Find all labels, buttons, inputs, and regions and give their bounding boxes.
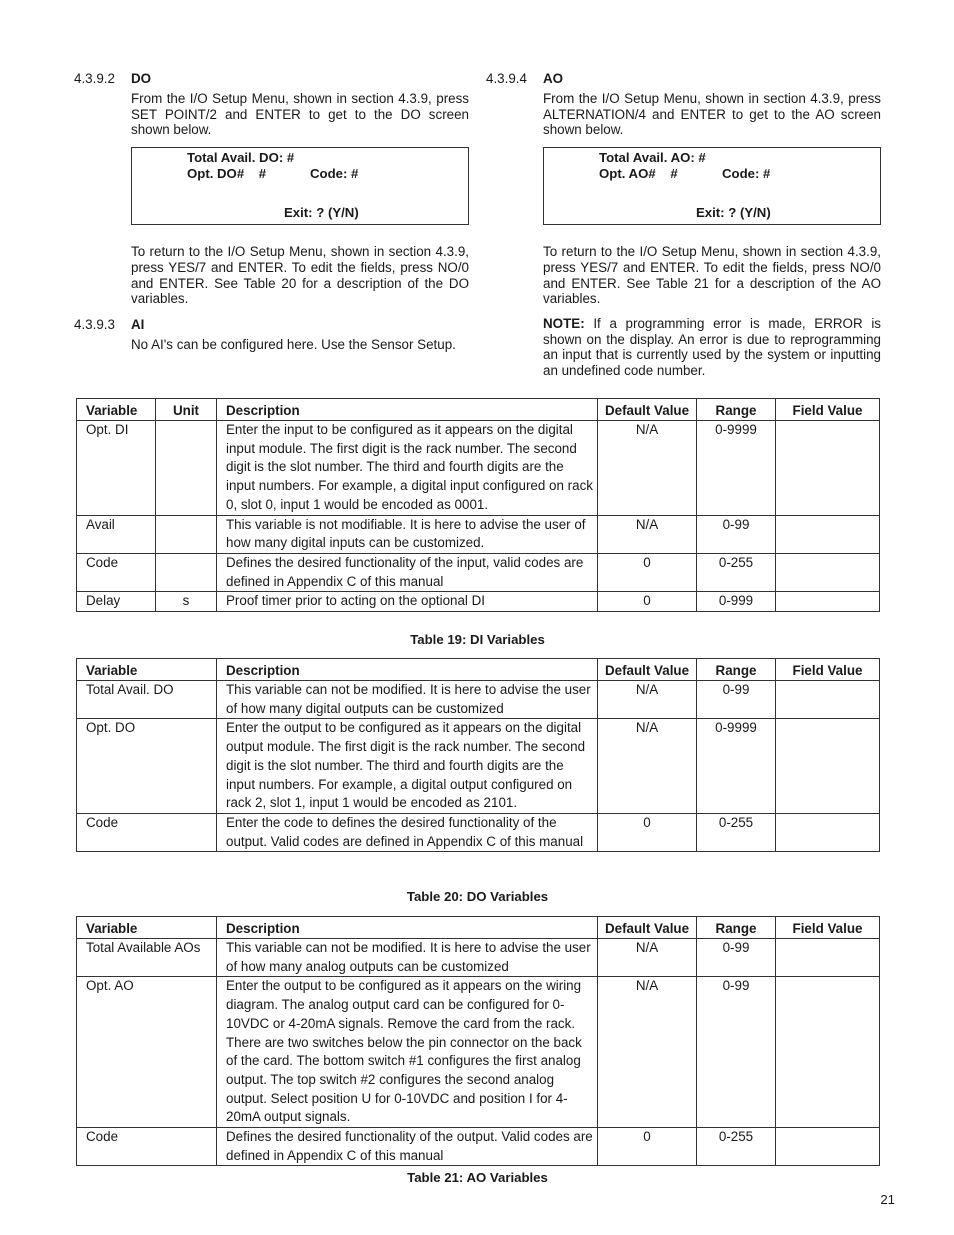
cell-description: Enter the input to be configured as it appears on the digital input module. The first digit is the rack number. The second digit is the slot number. The third and fourth digits are the input numbers. For example, a digital input configured on rack 0, slot 0, input 1 would be encoded as 0001. xyxy=(217,421,598,516)
table-row xyxy=(77,813,880,851)
header-variable: Variable xyxy=(77,659,217,681)
cell-description: Proof timer prior to acting on the optional DI xyxy=(217,592,598,612)
cell-variable: Total Avail. DO xyxy=(77,681,217,719)
do-variables-table xyxy=(76,658,880,852)
screen-line: Opt. AO# # xyxy=(599,166,678,182)
header-description: Description xyxy=(217,917,598,939)
cell-default-value: 0 xyxy=(598,1128,697,1166)
cell-description: Defines the desired functionality of the input, valid codes are defined in Appendix C of this manual xyxy=(217,553,598,591)
header-description: Description xyxy=(217,399,598,421)
cell-description: This variable is not modifiable. It is here to advise the user of how many digital inputs can be customized. xyxy=(217,515,598,553)
cell-field-value xyxy=(776,813,880,851)
cell-default-value: 0 xyxy=(598,592,697,612)
header-default-value: Default Value xyxy=(598,399,697,421)
table-row xyxy=(77,592,880,612)
cell-range: 0-255 xyxy=(697,553,776,591)
table-19-caption: Table 19: DI Variables xyxy=(410,632,545,647)
section-number: 4.3.9.2 xyxy=(74,71,115,86)
cell-variable: Code xyxy=(77,813,217,851)
cell-variable: Code xyxy=(77,1128,217,1166)
cell-range: 0-99 xyxy=(697,681,776,719)
cell-field-value xyxy=(776,1128,880,1166)
cell-description: Enter the output to be configured as it appears on the wiring diagram. The analog output card can be configured for 0-10VDC or 4-20mA signals. Remove the card from the rack. There are two switches below the pin connector on the back of the card. The bottom switch #1 configures the first analog output. The top switch #2 configures the second analog output. Select position U for 0-10VDC and position I for 4-20mA output signals. xyxy=(217,977,598,1128)
cell-variable: Code xyxy=(77,553,156,591)
section-heading-ao xyxy=(486,70,881,87)
screen-line: Total Avail. AO: # xyxy=(599,150,706,166)
cell-range: 0-9999 xyxy=(697,719,776,814)
cell-variable: Opt. DI xyxy=(77,421,156,516)
cell-unit: s xyxy=(156,592,217,612)
table-row xyxy=(77,1128,880,1166)
table-row xyxy=(77,939,880,977)
cell-variable: Total Available AOs xyxy=(77,939,217,977)
cell-variable: Delay xyxy=(77,592,156,612)
header-description: Description xyxy=(217,659,598,681)
cell-variable: Opt. DO xyxy=(77,719,217,814)
table-header-row xyxy=(77,917,880,939)
table-row xyxy=(77,719,880,814)
cell-range: 0-255 xyxy=(697,1128,776,1166)
header-default-value: Default Value xyxy=(598,917,697,939)
note-text: If a programming error is made, ERROR is shown on the display. An error is due to reprogramming an input that is currently used by the system or inputting an undefined code number. xyxy=(543,315,881,379)
table-header-row xyxy=(77,399,880,421)
header-field-value: Field Value xyxy=(776,917,880,939)
cell-unit xyxy=(156,421,217,516)
screen-line: Exit: ? (Y/N) xyxy=(284,205,359,221)
table-row xyxy=(77,977,880,1128)
table-row xyxy=(77,681,880,719)
cell-default-value: N/A xyxy=(598,421,697,516)
cell-default-value: 0 xyxy=(598,553,697,591)
cell-variable: Avail xyxy=(77,515,156,553)
cell-description: This variable can not be modified. It is here to advise the user of how many analog outputs can be customized xyxy=(217,939,598,977)
section-number: 4.3.9.3 xyxy=(74,316,115,332)
ao-screen-box xyxy=(543,147,881,225)
header-field-value: Field Value xyxy=(776,399,880,421)
table-row xyxy=(77,515,880,553)
ai-paragraph: No AI's can be configured here. Use the Sensor Setup. xyxy=(131,336,456,352)
screen-line: Opt. DO# # xyxy=(187,166,267,182)
ao-return-paragraph: To return to the I/O Setup Menu, shown in section 4.3.9, press YES/7 and ENTER. To edit the fields, press NO/0 and ENTER. See Table 21 for a description of the AO variables. xyxy=(543,244,881,307)
header-default-value: Default Value xyxy=(598,659,697,681)
do-return-paragraph: To return to the I/O Setup Menu, shown in section 4.3.9, press YES/7 and ENTER. To edit the fields, press NO/0 and ENTER. See Table 20 for a description of the DO variables. xyxy=(131,244,469,307)
cell-field-value xyxy=(776,939,880,977)
note-paragraph xyxy=(543,316,881,379)
screen-line: Total Avail. DO: # xyxy=(187,150,295,166)
table-row xyxy=(77,421,880,516)
cell-field-value xyxy=(776,977,880,1128)
header-range: Range xyxy=(697,917,776,939)
left-column xyxy=(74,70,469,362)
cell-default-value: N/A xyxy=(598,681,697,719)
do-screen-box xyxy=(131,147,469,225)
cell-default-value: N/A xyxy=(598,719,697,814)
cell-field-value xyxy=(776,515,880,553)
right-column xyxy=(486,70,881,388)
header-variable: Variable xyxy=(77,917,217,939)
table-header-row xyxy=(77,659,880,681)
section-heading-do xyxy=(74,70,469,87)
cell-field-value xyxy=(776,681,880,719)
cell-range: 0-99 xyxy=(697,977,776,1128)
cell-description: Enter the code to defines the desired functionality of the output. Valid codes are defined in Appendix C of this manual xyxy=(217,813,598,851)
header-range: Range xyxy=(697,659,776,681)
page-number: 21 xyxy=(880,1192,895,1207)
cell-field-value xyxy=(776,421,880,516)
cell-range: 0-9999 xyxy=(697,421,776,516)
section-title: AO xyxy=(543,71,564,86)
cell-description: This variable can not be modified. It is here to advise the user of how many digital outputs can be customized xyxy=(217,681,598,719)
cell-unit xyxy=(156,515,217,553)
ao-variables-table xyxy=(76,916,880,1166)
cell-field-value xyxy=(776,719,880,814)
section-heading-ai xyxy=(74,316,469,333)
header-unit: Unit xyxy=(156,399,217,421)
section-title: AI xyxy=(131,316,145,332)
screen-line: Code: # xyxy=(722,166,771,182)
do-intro-paragraph: From the I/O Setup Menu, shown in section 4.3.9, press SET POINT/2 and ENTER to get to the DO screen shown below. xyxy=(131,91,469,138)
header-variable: Variable xyxy=(77,399,156,421)
header-field-value: Field Value xyxy=(776,659,880,681)
cell-default-value: N/A xyxy=(598,515,697,553)
cell-default-value: N/A xyxy=(598,977,697,1128)
table-20-caption: Table 20: DO Variables xyxy=(406,889,549,904)
header-range: Range xyxy=(697,399,776,421)
cell-range: 0-99 xyxy=(697,939,776,977)
cell-default-value: N/A xyxy=(598,939,697,977)
cell-field-value xyxy=(776,592,880,612)
note-label: NOTE: xyxy=(543,315,585,331)
screen-line: Code: # xyxy=(310,166,359,182)
screen-line: Exit: ? (Y/N) xyxy=(696,205,771,221)
cell-range: 0-999 xyxy=(697,592,776,612)
cell-field-value xyxy=(776,553,880,591)
cell-range: 0-99 xyxy=(697,515,776,553)
cell-variable: Opt. AO xyxy=(77,977,217,1128)
table-21-caption: Table 21: AO Variables xyxy=(407,1170,548,1185)
cell-range: 0-255 xyxy=(697,813,776,851)
di-variables-table xyxy=(76,398,880,612)
table-row xyxy=(77,553,880,591)
section-title: DO xyxy=(131,71,152,86)
cell-default-value: 0 xyxy=(598,813,697,851)
ao-intro-paragraph: From the I/O Setup Menu, shown in section 4.3.9, press ALTERNATION/4 and ENTER to get to the AO screen shown below. xyxy=(543,91,881,138)
cell-unit xyxy=(156,553,217,591)
cell-description: Enter the output to be configured as it appears on the digital output module. The first digit is the rack number. The second digit is the slot number. The third and fourth digits are the input numbers. For example, a digital output configured on rack 2, slot 1, input 1 would be encoded as 2101. xyxy=(217,719,598,814)
section-number: 4.3.9.4 xyxy=(486,71,527,86)
cell-description: Defines the desired functionality of the output. Valid codes are defined in Appendix C of this manual xyxy=(217,1128,598,1166)
